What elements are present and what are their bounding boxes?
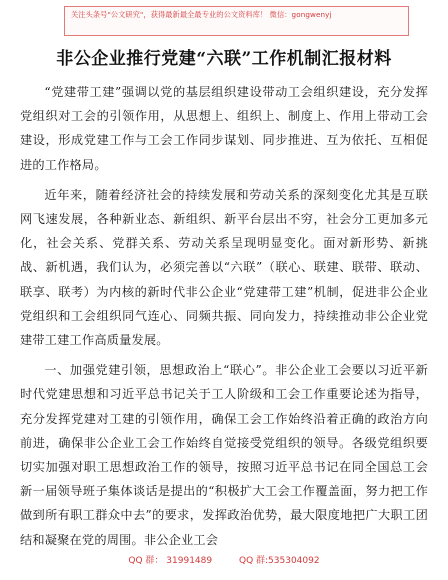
top-banner — [64, 6, 409, 36]
banner-text: 关注头条号"公文研究"，获得最新最全最专业的公文资料库！ 微信：gongwenyj — [71, 10, 332, 19]
paragraph: “党建带工建”强调以党的基层组织建设带动工会组织建设，充分发挥党组织对工会的引领作用，从思想上、组织上、制度上、作用上带动工会建设，形成党建工作与工会工作同步谋划、同步推进、互为依托、互相促进的工作格局。 — [20, 85, 428, 172]
paragraph: 近年来，随着经济社会的持续发展和劳动关系的深刻变化尤其是互联网飞速发展，各种新业态、新组织、新平台层出不穷，社会分工更加多元化，社会关系、党群关系、劳动关系呈现明显变化。面对新形势、新挑战、新机遇，我们认为，必须完善以“六联”（联心、联建、联带、联动、联享、联考）为内核的新时代非公企业“党建带工建”机制，促进非公企业党组织和工会组织同气连心、同频共振、同向发力，持续推动非公企业党建带工建工作高质量发展。 — [20, 187, 428, 348]
footer-contacts — [0, 553, 448, 566]
footer-qq: QQ 群:535304092 — [238, 556, 320, 566]
document-title: 非公企业推行党建“六联”工作机制汇报材料 — [56, 49, 392, 69]
paragraph: 一、加强党建引领，思想政治上“联心”。非公企业工会要以习近平新时代党建思想和习近平总书记关于工人阶级和工会工作重要论述为指导，充分发挥党建对工建的引领作用，确保工会工作始终沿着正确的政治方向前进，确保非公企业工会工作始终自觉接受党组织的领导。各级党组织要切实加强对职工思想政治工作的领导，按照习近平总书记在同全国总工会新一届领导班子集体谈话是提出的“积极扩大工会工作覆盖面，努力把工作做到所有职工群众中去”的要求，发挥政治优势，最大限度地把广大职工团结和凝聚在党的周围。非公企业工会 — [20, 363, 428, 547]
footer-qq-group: QQ 群： 31991489 — [128, 556, 213, 566]
document-body — [20, 80, 428, 558]
